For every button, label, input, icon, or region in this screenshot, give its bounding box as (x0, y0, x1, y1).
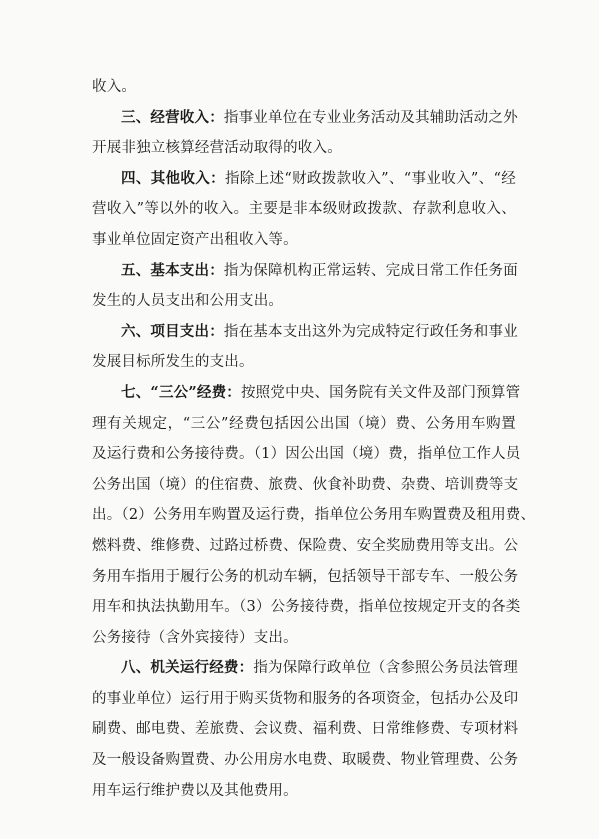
text-line (92, 409, 516, 440)
text-line (92, 623, 516, 654)
text-line (92, 562, 519, 593)
term-heading: 五、基本支出： (121, 261, 224, 279)
text-run: 刷费、邮电费、差旅费、会议费、福利费、日常维修费、专项材料 (92, 721, 519, 738)
text-run: 收入。 (92, 79, 137, 95)
text-line (92, 531, 519, 562)
text-run: 务用车指用于履行公务的机动车辆，包括领导干部专车、一般公务 (92, 568, 519, 585)
paragraph (92, 72, 516, 103)
term-heading: 七、“三公”经费： (121, 383, 241, 401)
text-line (92, 317, 516, 348)
text-run: 发生的人员支出和公用支出。 (92, 293, 284, 310)
text-run: 发展目标所发生的支出。 (92, 354, 254, 371)
paragraph (92, 378, 536, 653)
text-line (92, 225, 516, 256)
text-run: 指事业单位在专业业务活动及其辅助活动之外 (223, 109, 518, 126)
text-run: 事业单位固定资产出租收入等。 (92, 231, 298, 248)
text-line (92, 72, 516, 103)
text-line (92, 194, 516, 225)
text-run: 理有关规定，“三公”经费包括因公出国（境）费、公务用车购置 (92, 415, 516, 432)
paragraph (92, 103, 516, 164)
term-heading: 八、机关运行经费： (121, 659, 254, 677)
text-line (92, 347, 516, 378)
text-line (92, 286, 516, 317)
text-run: 公务接待（含外宾接待）支出。 (92, 629, 298, 646)
text-line (92, 500, 536, 531)
text-line (92, 714, 519, 745)
text-run: 开展非独立核算经营活动取得的收入。 (92, 140, 342, 157)
text-run: 燃料费、维修费、过路过桥费、保险费、安全奖励费用等支出。公 (92, 537, 519, 554)
paragraph (92, 256, 516, 317)
text-line (92, 256, 516, 287)
text-run: 及一般设备购置费、办公用房水电费、取暖费、物业管理费、公务 (92, 752, 519, 769)
text-run: 的事业单位）运行用于购买货物和服务的各项资金，包括办公及印 (92, 690, 519, 707)
paragraph (92, 317, 516, 378)
document-body (92, 72, 536, 806)
text-line (92, 378, 521, 409)
text-run: 公务出国（境）的住宿费、旅费、伙食补助费、杂费、培训费等支 (92, 476, 519, 493)
text-run: 及运行费和公务接待费。（1）因公出国（境）费，指单位工作人员 (92, 446, 521, 463)
text-run: 用车和执法执勤用车。（3）公务接待费，指单位按规定开支的各类 (92, 599, 521, 616)
text-line (92, 745, 519, 776)
text-run: 营收入”等以外的收入。主要是非本级财政拨款、存款利息收入、 (92, 201, 516, 218)
text-line (92, 133, 516, 164)
term-heading: 三、经营收入： (121, 108, 224, 126)
text-run: 出。（2）公务用车购置及运行费，指单位公务用车购置费及租用费、 (92, 507, 536, 524)
text-line (92, 592, 521, 623)
paragraph (92, 164, 516, 256)
paragraph (92, 653, 519, 806)
text-line (92, 439, 521, 470)
text-line (92, 684, 519, 715)
text-run: 指除上述“财政拨款收入”、“事业收入”、“经 (224, 170, 516, 187)
term-heading: 六、项目支出： (121, 322, 224, 340)
text-line (92, 776, 516, 807)
text-run: 按照党中央、国务院有关文件及部门预算管 (240, 384, 521, 401)
text-run: 指为保障行政单位（含参照公务员法管理 (253, 660, 518, 677)
text-run: 指在基本支出这外为完成特定行政任务和事业 (223, 323, 518, 340)
text-line (92, 653, 516, 684)
term-heading: 四、其他收入： (121, 169, 225, 187)
text-line (92, 470, 519, 501)
text-run: 用车运行维护费以及其他费用。 (92, 782, 298, 799)
text-line (92, 164, 516, 195)
text-run: 指为保障机构正常运转、完成日常工作任务面 (223, 262, 518, 279)
text-line (92, 103, 516, 134)
